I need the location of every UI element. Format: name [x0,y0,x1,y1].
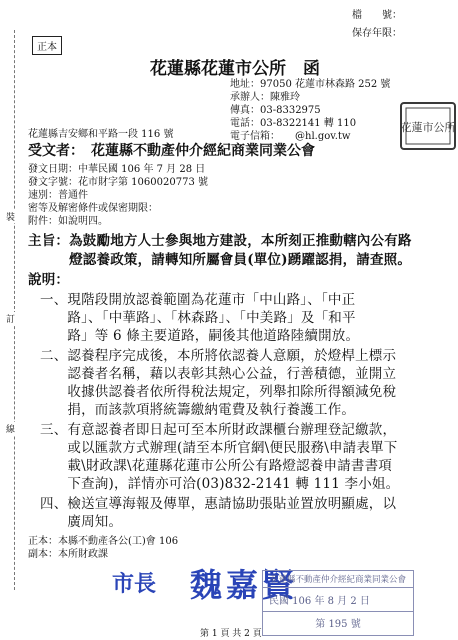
document-title: 花蓮縣花蓮市公所 函 [150,59,320,79]
agency-seal [400,102,456,150]
item-4-line-1: 四、檢送宣導海報及傳單，惠請協助張貼並置放明顯處，以 [40,496,397,512]
email-text: 電子信箱： @hl.gov.tw [230,131,351,142]
item-3-line-3: 載\財政課\花蓮縣花蓮市公所公有路燈認養申請書書項 [40,458,392,474]
item-2-line-3: 收據供認養者依所得稅法規定，列舉扣除所得額減免稅 [40,384,397,400]
phone-text: 電話：03-8322141 轉 110 [230,118,357,129]
item-1-line-2: 路」、「中華路」、「林森路」、「中美路」及「和平 [40,310,356,326]
mayor-signature: 魏嘉賢 [190,566,299,604]
item-3-line-1: 三、有意認養者即日起可至本所財政課櫃台辦理登記繳款， [40,422,397,438]
item-3-line-2: 或以匯款方式辦理(請至本所官網\便民服務\申請表單下 [40,440,398,456]
item-2-line-1: 二、認養程序完成後，本所將依認養人意願，於燈桿上標示 [40,348,397,364]
file-number-label: 檔 號： [352,10,402,21]
recipient-address: 花蓮縣吉安鄉和平路一段 116 號 [28,129,174,140]
margin-cut-char: 訂 [6,312,15,325]
receipt-stamp-date: 民國 106 年 8 月 2 日 [263,588,413,612]
seal-text: 花蓮市公所 [402,121,454,134]
handler-text: 承辦人：陳雅玲 [230,92,300,103]
copy-type-badge: 正本 [32,36,62,55]
fax-text: 傳真：03-8332975 [230,105,321,116]
explanation-label: 說明： [28,272,70,288]
item-3-line-4: 下查詢)，詳情亦可洽(03)832-2141 轉 111 李小姐。 [40,476,400,492]
address-text: 地址：97050 花蓮市林森路 252 號 [230,79,391,90]
item-1-line-3: 路」等 6 條主要道路，嗣後其他道路陸續開放。 [40,328,360,344]
seal-graphic [402,104,454,148]
page-indicator: 第 1 頁 共 2 頁 [200,629,262,639]
subject-line-1: 主旨：為鼓勵地方人士參與地方建設，本所刻正推動轄內公有路 [28,233,412,249]
subject-line-2: 燈認養政策，請轉知所屬會員(單位)踴躍認捐，請查照。 [28,252,412,268]
binding-margin-line [14,30,15,590]
receipt-stamp-number: 第 195 號 [315,619,361,630]
margin-line-char: 線 [6,422,15,435]
distribution-original: 正本：本縣不動產各公(工)會 106 [28,536,179,547]
item-1-line-1: 一、現階段開放認養範圍為花蓮市「中山路」、「中正 [40,292,356,308]
item-2-line-2: 認養者名稱，藉以表彰其熱心公益，行善積德，並開立 [40,366,397,382]
receipt-stamp-org: 花蓮縣不動產仲介經紀商業同業公會 [263,571,413,588]
issue-date: 發文日期：中華民國 106 年 7 月 28 日 [28,164,206,175]
item-2-line-4: 捐，而該款項將統籌繳納電費及執行養護工作。 [40,402,356,418]
margin-binding-char: 裝 [6,210,15,223]
security-level: 密等及解密條件或保密期限： [28,203,158,214]
speed-class: 速別：普通件 [28,190,88,201]
retention-label: 保存年限： [352,28,402,39]
receipt-stamp [262,570,414,636]
item-4-line-2: 廣周知。 [40,514,123,530]
mayor-title: 市長 [112,572,157,597]
issue-number: 發文字號：花市財字第 1060020773 號 [28,177,208,188]
attachment-note: 附件：如說明四。 [28,216,108,227]
distribution-copy: 副本：本所財政課 [28,549,108,560]
recipient-line: 受文者： 花蓮縣不動產仲介經紀商業同業公會 [28,143,315,159]
